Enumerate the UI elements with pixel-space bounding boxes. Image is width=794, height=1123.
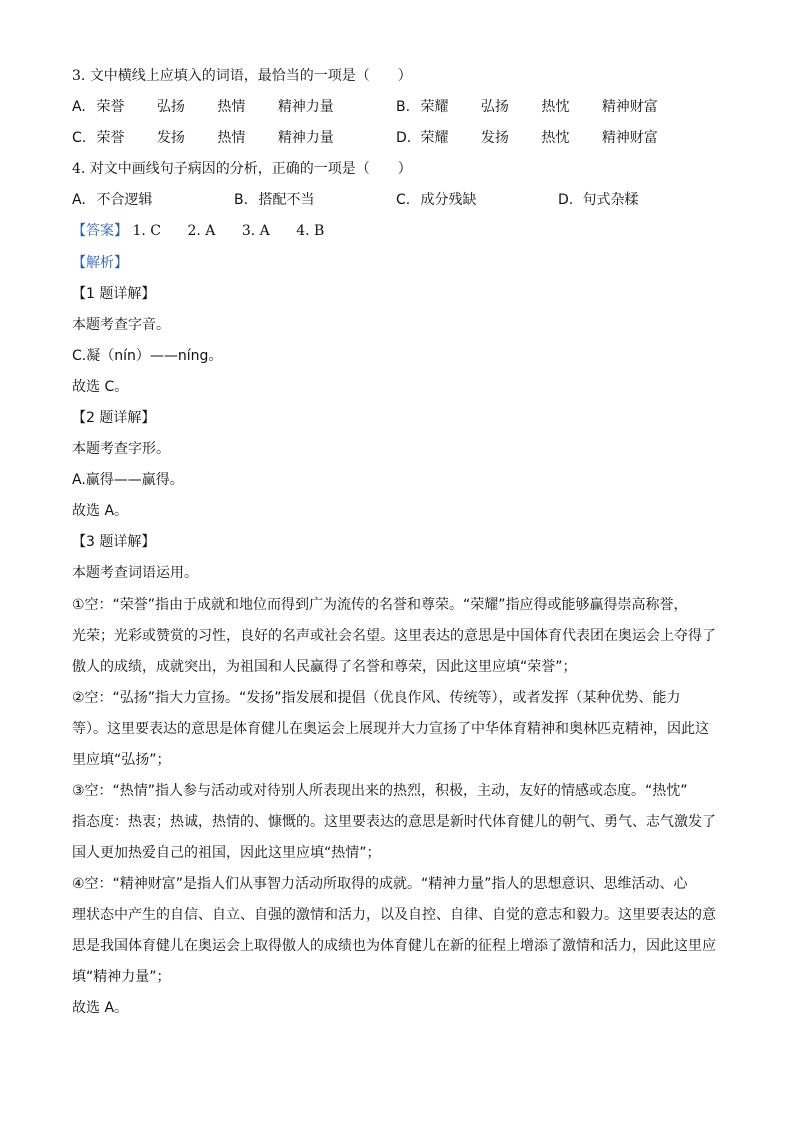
q4-option-c <box>396 190 476 210</box>
option-letter: B. <box>396 99 411 115</box>
question-text: 对文中画线句子病因的分析，正确的一项是（ ） <box>89 161 412 177</box>
question-number: 4. <box>72 161 86 177</box>
answer-item: 3. A <box>241 223 270 239</box>
blank-3-line-2: 指态度：热衷；热诚，热情的、慷慨的。这里要表达的意思是新时代体育健儿的朝气、勇气、志气激发了 <box>72 814 716 830</box>
answer-item: 1. C <box>132 223 161 239</box>
detail-2-intro: 本题考查字形。 <box>72 441 170 457</box>
option-letter: C. <box>72 130 87 146</box>
blank-4-line-2: 理状态中产生的自信、自立、自强的激情和活力，以及自控、自律、自觉的意志和毅力。这里要表达的意 <box>72 907 716 923</box>
option-word: 精神财富 <box>601 130 658 146</box>
option-word: 荣誉 <box>96 130 125 146</box>
detail-3-conclusion: 故选 A。 <box>72 1000 129 1016</box>
answer-line <box>72 221 346 241</box>
option-text: 搭配不当 <box>258 192 315 208</box>
detail-2-body: A.赢得——赢得。 <box>72 472 184 488</box>
option-letter: C. <box>396 192 411 208</box>
option-word: 荣耀 <box>420 99 449 115</box>
detail-1-body: C.凝（nín）——níng。 <box>72 348 223 364</box>
option-letter: A. <box>72 99 86 115</box>
option-text: 不合逻辑 <box>96 192 153 208</box>
blank-2-line-3: 里应填“弘扬”； <box>72 752 171 768</box>
option-letter: D. <box>558 192 574 208</box>
question-4 <box>72 159 412 179</box>
option-text: 句式杂糅 <box>582 192 639 208</box>
option-letter: D. <box>396 130 412 146</box>
blank-3-line-1: ③空：“热情”指人参与活动或对待别人所表现出来的热烈，积极，主动，友好的情感或态度。“热忱” <box>72 783 688 799</box>
detail-1-intro: 本题考查字音。 <box>72 317 170 333</box>
detail-1-conclusion: 故选 C。 <box>72 379 129 395</box>
option-word: 精神力量 <box>277 99 334 115</box>
q3-option-a <box>72 97 334 117</box>
question-3 <box>72 66 412 86</box>
answer-item: 4. B <box>296 223 325 239</box>
detail-2-heading: 【2 题详解】 <box>72 410 156 426</box>
blank-4-line-4: 填“精神力量”； <box>72 969 171 985</box>
blank-1-line-3: 傲人的成绩，成就突出，为祖国和人民赢得了名誉和尊荣，因此这里应填“荣誉”； <box>72 659 577 675</box>
q4-option-b <box>234 190 314 210</box>
option-word: 热忱 <box>541 130 570 146</box>
q4-option-a <box>72 190 152 210</box>
option-word: 弘扬 <box>480 99 509 115</box>
option-word: 荣耀 <box>420 130 449 146</box>
blank-1-line-2: 光荣；光彩或赞赏的习性，良好的名声或社会名望。这里表达的意思是中国体育代表团在奥运会上夺得了 <box>72 628 716 644</box>
answer-item: 2. A <box>187 223 216 239</box>
blank-1-line-1: ①空：“荣誉”指由于成就和地位而得到广为流传的名誉和尊荣。“荣耀”指应得或能够赢得崇高称誉， <box>72 597 688 613</box>
option-word: 精神力量 <box>277 130 334 146</box>
option-word: 热情 <box>217 99 246 115</box>
option-word: 荣誉 <box>96 99 125 115</box>
option-letter: B. <box>234 192 249 208</box>
detail-3-heading: 【3 题详解】 <box>72 534 156 550</box>
q3-option-d <box>396 128 658 148</box>
detail-2-conclusion: 故选 A。 <box>72 503 129 519</box>
option-word: 弘扬 <box>156 99 185 115</box>
option-word: 精神财富 <box>601 99 658 115</box>
question-number: 3. <box>72 68 86 84</box>
blank-4-line-1: ④空：“精神财富”是指人们从事智力活动所取得的成就。“精神力量”指人的思想意识、思维活动、心 <box>72 876 688 892</box>
answer-label: 【答案】 <box>72 223 128 239</box>
q3-option-c <box>72 128 334 148</box>
q4-option-d <box>558 190 638 210</box>
option-word: 热情 <box>217 130 246 146</box>
blank-3-line-3: 国人更加热爱自己的祖国，因此这里应填“热情”； <box>72 845 381 861</box>
blank-2-line-1: ②空：“弘扬”指大力宣扬。“发扬”指发展和提倡（优良作风、传统等），或者发挥（某种优势、能力 <box>72 690 681 706</box>
detail-1-heading: 【1 题详解】 <box>72 286 156 302</box>
option-word: 热忱 <box>541 99 570 115</box>
option-letter: A. <box>72 192 86 208</box>
option-word: 发扬 <box>156 130 185 146</box>
question-text: 文中横线上应填入的词语，最恰当的一项是（ ） <box>89 68 412 84</box>
blank-2-line-2: 等）。这里要表达的意思是体育健儿在奥运会上展现并大力宣扬了中华体育精神和奥林匹克精神，因此这 <box>72 721 709 737</box>
q3-option-b <box>396 97 658 117</box>
option-word: 发扬 <box>480 130 509 146</box>
blank-4-line-3: 思是我国体育健儿在奥运会上取得傲人的成绩也为体育健儿在新的征程上增添了激情和活力，因此这里应 <box>72 938 716 954</box>
detail-3-intro: 本题考查词语运用。 <box>72 565 198 581</box>
option-text: 成分残缺 <box>420 192 477 208</box>
analysis-heading: 【解析】 <box>72 255 128 271</box>
